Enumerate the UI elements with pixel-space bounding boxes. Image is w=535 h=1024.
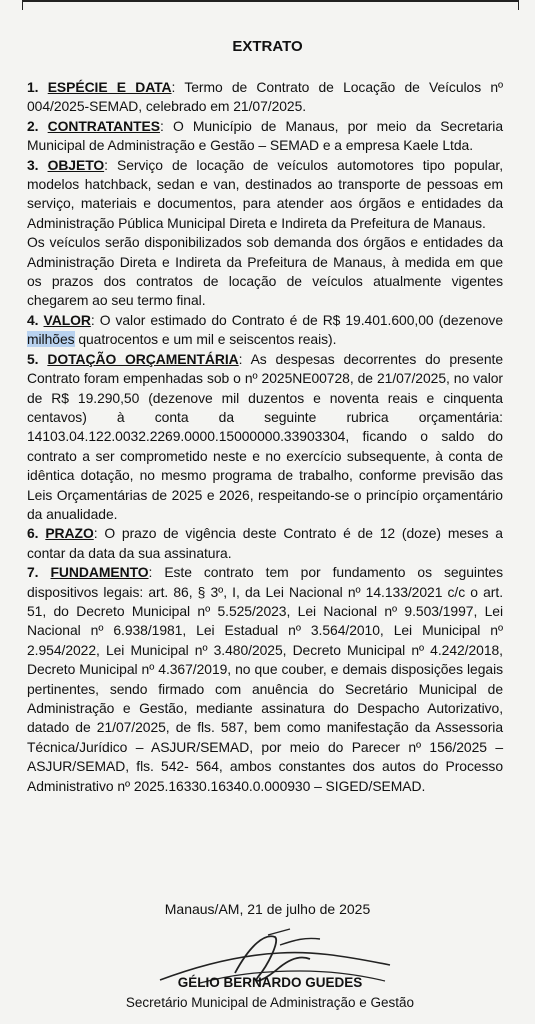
section-number: 2. bbox=[27, 117, 39, 134]
section-heading: DOTAÇÃO ORÇAMENTÁRIA bbox=[47, 350, 239, 367]
section-text: : O Município de Manaus, por meio da Secretaria Municipal de Administração e Gestão – SEMAD e a empresa Kaele Ltda. bbox=[27, 117, 504, 154]
section-3 bbox=[27, 156, 503, 234]
section-text: : Serviço de locação de veículos automotores tipo popular, modelos hatchback, sedan e van, destinados ao transporte de pessoas em serviço, materiais e documentos, para atender aos órgãos e entidades da Administração Pública Municipal Direta e Indireta da Prefeitura de Manaus. bbox=[27, 156, 503, 231]
section-number: 6. bbox=[27, 525, 39, 542]
section-text: : O valor estimado do Contrato é de R$ 19.401.600,00 (dezenove bbox=[90, 311, 503, 328]
section-3-extra: Os veículos serão disponibilizados sob demanda dos órgãos e entidades da Administração Direta e Indireta da Prefeitura de Manaus, à medida em que os prazos dos contratos de locação de veículos atualmente vigentes chegarem ao seu termo final. bbox=[27, 234, 503, 309]
right-border-line bbox=[518, 0, 519, 10]
section-text: : Este contrato tem por fundamento os seguintes dispositivos legais: art. 86, § 3º, I, da Lei Nacional nº 14.133/2021 c/c o art. 51, do Decreto Municipal nº 5.525/2023, Lei Nacional nº 9.503/1997, Lei Nacional nº 6.938/1981, Lei Estadual nº 3.564/2010, Lei Municipal nº 2.954/2022, Lei Municipal nº 3.480/2025, Decreto Municipal nº 4.242/2018, Decreto Municipal nº 4.367/2019, no que couber, e demais disposições legais pertinentes, sendo firmado com anuência do Secretário Municipal de Administração e Gestão, mediante assinatura do Despacho Autorizativo, datado de 21/07/2025, de fls. 587, bem como manifestação da Assessoria Técnica/Jurídico – ASJUR/SEMAD, por meio do Parecer nº 156/2025 – ASJUR/SEMAD, fls. 542- 564, ambos constantes dos autos do Processo Administrativo nº 2025.16330.16340.0.000930 – SIGED/SEMAD. bbox=[27, 564, 504, 794]
section-number: 7. bbox=[27, 564, 39, 581]
place-date: Manaus/AM, 21 de julho de 2025 bbox=[164, 901, 371, 917]
section-1 bbox=[27, 78, 503, 117]
document-title: EXTRATO bbox=[232, 38, 303, 55]
section-7 bbox=[27, 563, 503, 796]
section-number: 1. bbox=[27, 79, 39, 95]
top-border-line bbox=[22, 0, 519, 6]
section-heading: CONTRATANTES bbox=[47, 117, 160, 134]
section-text: : Termo de Contrato de Locação de Veículos nº 004/2025-SEMAD, celebrado em 21/07/2025. bbox=[27, 79, 504, 115]
highlighted-word: milhões bbox=[27, 331, 75, 348]
section-number: 5. bbox=[27, 350, 39, 367]
section-number: 4. bbox=[27, 311, 39, 328]
section-5 bbox=[27, 350, 503, 525]
section-text: quatrocentos e um mil e seiscentos reais). bbox=[74, 331, 337, 348]
section-4 bbox=[27, 311, 503, 350]
section-text: : O prazo de vigência deste Contrato é de 12 (doze) meses a contar da data da sua assinatura. bbox=[27, 525, 503, 561]
section-heading: FUNDAMENTO bbox=[50, 564, 149, 581]
section-heading: ESPÉCIE E DATA bbox=[47, 79, 172, 95]
left-border-line bbox=[22, 0, 23, 10]
section-heading: OBJETO bbox=[47, 156, 105, 173]
section-heading: VALOR bbox=[43, 311, 91, 328]
section-text: : As despesas decorrentes do presente Contrato foram empenhadas sob o nº 2025NE00728, de 21/07/2025, no valor de R$ 19.290,50 (dezenove mil duzentos e noventa reais e cinquenta centavos) à conta da seguinte rubrica orçamentária: 14103.04.122.0032.2269.0000.15000000.33903304, ficando o saldo do contrato a ser comprometido neste e no exercício subsequente, à conta de idêntica dotação, no mesmo programa de trabalho, conforme previsão das Leis Orçamentárias de 2025 e 2026, respeitando-se o princípio orçamentário da anualidade. bbox=[27, 350, 503, 522]
section-2 bbox=[27, 117, 503, 156]
section-6 bbox=[27, 524, 503, 563]
signer-title: Secretário Municipal de Administração e Gestão bbox=[125, 995, 415, 1010]
section-heading: PRAZO bbox=[45, 525, 94, 542]
signer-name: GÉLIO BERNARDO GUEDES bbox=[177, 975, 363, 990]
document-body bbox=[27, 78, 503, 796]
section-number: 3. bbox=[27, 156, 39, 173]
